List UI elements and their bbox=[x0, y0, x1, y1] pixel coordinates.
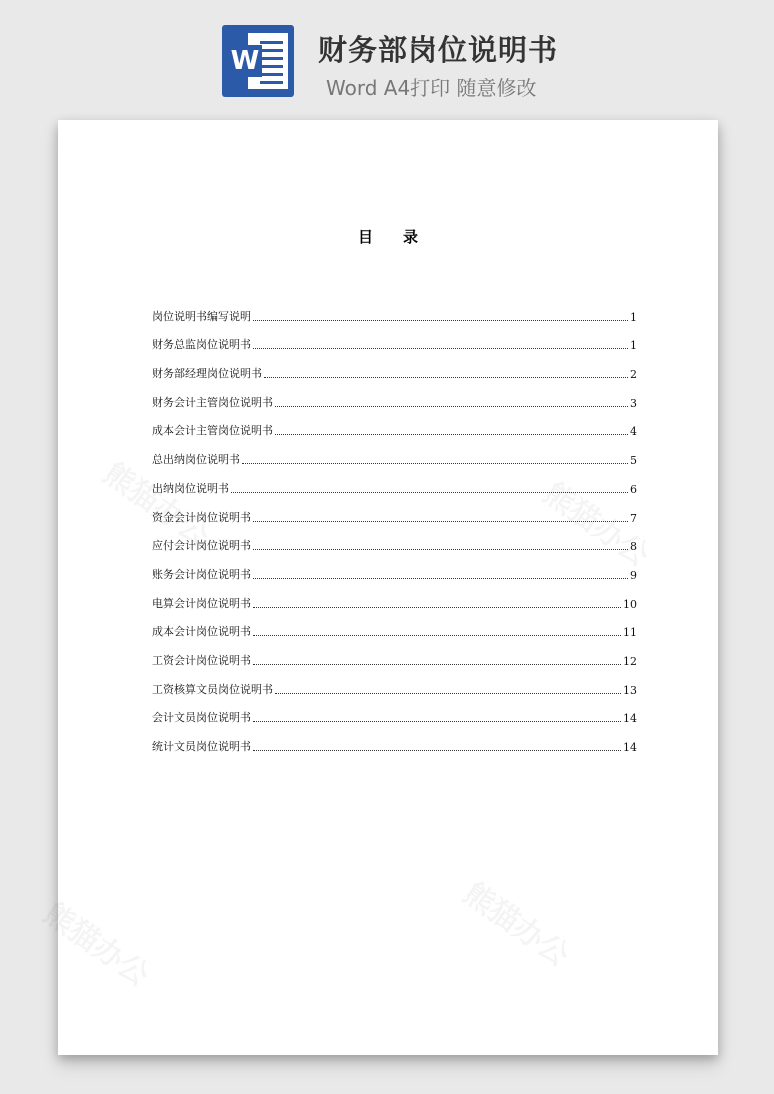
document-page bbox=[58, 120, 718, 1055]
toc-entry-page-number: 7 bbox=[630, 511, 637, 525]
toc-leader-dots bbox=[242, 462, 628, 464]
toc-entry-label: 财务总监岗位说明书 bbox=[152, 338, 251, 352]
toc-leader-dots bbox=[253, 520, 628, 522]
toc-leader-dots bbox=[253, 319, 628, 321]
header-banner bbox=[0, 0, 774, 110]
toc-entry-label: 账务会计岗位说明书 bbox=[152, 567, 251, 581]
watermark bbox=[456, 870, 580, 975]
toc-entry[interactable] bbox=[152, 525, 637, 554]
watermark bbox=[36, 890, 160, 995]
toc-entry[interactable] bbox=[152, 381, 637, 410]
toc-leader-dots bbox=[264, 376, 628, 378]
toc-entry-label: 应付会计岗位说明书 bbox=[152, 539, 251, 553]
toc-entry-page-number: 1 bbox=[630, 310, 637, 324]
toc-entry-page-number: 2 bbox=[630, 368, 637, 382]
toc-heading-right: 录 bbox=[403, 228, 419, 246]
toc-entry-label: 成本会计主管岗位说明书 bbox=[152, 424, 273, 438]
toc-entry[interactable] bbox=[152, 438, 637, 467]
toc-entry-page-number: 11 bbox=[623, 626, 637, 640]
toc-entry[interactable] bbox=[152, 611, 637, 640]
toc-entry[interactable] bbox=[152, 410, 637, 439]
document-title: 财务部岗位说明书 bbox=[318, 33, 559, 67]
toc-entry-page-number: 13 bbox=[623, 683, 637, 697]
toc-entry[interactable] bbox=[152, 553, 637, 582]
toc-leader-dots bbox=[253, 347, 628, 349]
toc-leader-dots bbox=[231, 491, 628, 493]
toc-leader-dots bbox=[253, 720, 621, 722]
toc-entry[interactable] bbox=[152, 639, 637, 668]
toc-entry-label: 工资会计岗位说明书 bbox=[152, 653, 251, 667]
toc-heading-left: 目 bbox=[357, 228, 373, 246]
toc-entry[interactable] bbox=[152, 582, 637, 611]
toc-entry-label: 工资核算文员岗位说明书 bbox=[152, 682, 273, 696]
toc-entry-page-number: 14 bbox=[623, 712, 637, 726]
toc-entry[interactable] bbox=[152, 668, 637, 697]
word-icon-letter: W bbox=[228, 45, 262, 77]
toc-entry-label: 财务部经理岗位说明书 bbox=[152, 367, 262, 381]
toc-list bbox=[152, 295, 637, 754]
toc-leader-dots bbox=[253, 749, 621, 751]
toc-leader-dots bbox=[253, 606, 621, 608]
word-document-icon bbox=[222, 25, 294, 97]
toc-entry-label: 电算会计岗位说明书 bbox=[152, 596, 251, 610]
toc-leader-dots bbox=[253, 577, 628, 579]
toc-entry-page-number: 14 bbox=[623, 741, 637, 754]
toc-entry-page-number: 9 bbox=[630, 568, 637, 582]
toc-entry-label: 岗位说明书编写说明 bbox=[152, 309, 251, 323]
toc-entry-page-number: 5 bbox=[630, 454, 637, 468]
toc-entry-page-number: 4 bbox=[630, 425, 637, 439]
toc-leader-dots bbox=[253, 663, 621, 665]
toc-entry-page-number: 12 bbox=[623, 654, 637, 668]
toc-entry-label: 财务会计主管岗位说明书 bbox=[152, 395, 273, 409]
toc-entry-page-number: 10 bbox=[623, 597, 637, 611]
toc-entry-label: 资金会计岗位说明书 bbox=[152, 510, 251, 524]
toc-entry-page-number: 3 bbox=[630, 396, 637, 410]
toc-leader-dots bbox=[253, 548, 628, 550]
toc-entry-label: 成本会计岗位说明书 bbox=[152, 625, 251, 639]
toc-entry-label: 统计文员岗位说明书 bbox=[152, 740, 251, 753]
toc-entry-page-number: 6 bbox=[630, 482, 637, 496]
toc-entry[interactable] bbox=[152, 467, 637, 496]
toc-entry[interactable] bbox=[152, 324, 637, 353]
toc-entry[interactable] bbox=[152, 496, 637, 525]
toc-entry-label: 会计文员岗位说明书 bbox=[152, 711, 251, 725]
toc-entry[interactable] bbox=[152, 725, 637, 754]
toc-leader-dots bbox=[275, 433, 628, 435]
toc-entry[interactable] bbox=[152, 697, 637, 726]
toc-entry-page-number: 1 bbox=[630, 339, 637, 353]
toc-leader-dots bbox=[275, 692, 621, 694]
toc-entry-label: 总出纳岗位说明书 bbox=[152, 453, 240, 467]
toc-heading bbox=[58, 226, 718, 247]
toc-entry-label: 出纳岗位说明书 bbox=[152, 481, 229, 495]
toc-entry-page-number: 8 bbox=[630, 540, 637, 554]
toc-leader-dots bbox=[275, 405, 628, 407]
toc-entry[interactable] bbox=[152, 295, 637, 324]
toc-leader-dots bbox=[253, 634, 621, 636]
toc-entry[interactable] bbox=[152, 352, 637, 381]
document-subtitle: Word A4打印 随意修改 bbox=[326, 76, 537, 100]
